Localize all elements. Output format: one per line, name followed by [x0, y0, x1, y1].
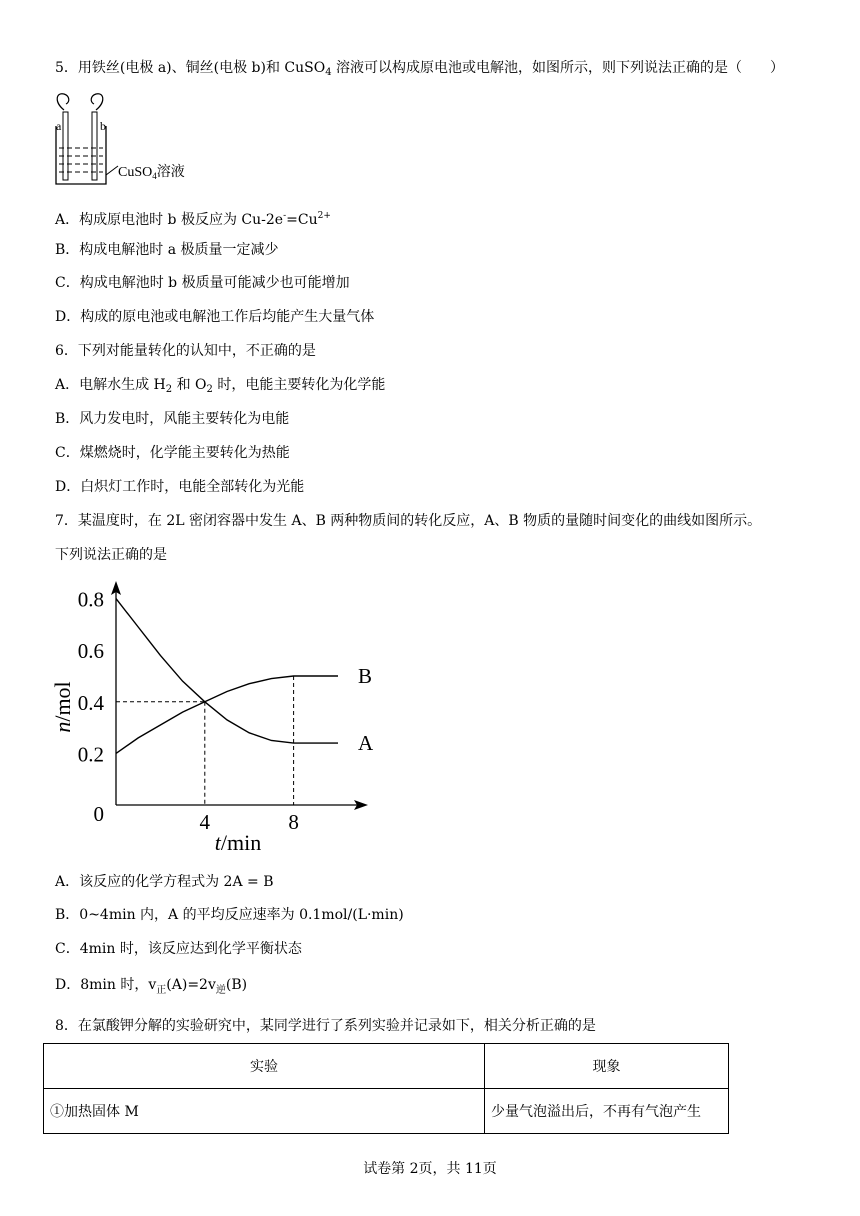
- q7-option-d: D．8min 时，$v_正(A)=2v_逆(B)$: [55, 977, 248, 996]
- label-a: a: [56, 119, 62, 133]
- q5-option-a: A．构成原电池时 b 极反应为 $Cu-2e^-=Cu^{2+}$: [55, 211, 331, 228]
- header-experiment: 实验: [44, 1044, 485, 1089]
- table-header-row: [44, 1044, 729, 1089]
- q7-option-b: B．0~4min 内，A 的平均反应速率为 0.1mol/(L·min): [55, 907, 404, 923]
- y-tick-label: 0.4: [77, 690, 104, 715]
- table-row: [44, 1089, 729, 1134]
- q6-stem: 6．下列对能量转化的认知中，不正确的是: [55, 343, 316, 359]
- series-label-B: B: [358, 664, 373, 688]
- electrolytic-cell-figure: [50, 90, 210, 190]
- q5-stem: 5．用铁丝(电极 a)、铜丝(电极 b)和 CuSO$_4$ 溶液可以构成原电池或电解池，如图所示，则下列说法正确的是（ ）: [55, 60, 785, 78]
- header-phenomenon: 现象: [485, 1044, 729, 1089]
- q5-option-d: D．构成的原电池或电解池工作后均能产生大量气体: [55, 309, 375, 325]
- series-label-A: A: [358, 731, 374, 756]
- q7-stem-line2: 下列说法正确的是: [55, 547, 167, 563]
- cell-phenomenon: 少量气泡溢出后，不再有气泡产生: [485, 1089, 729, 1134]
- q7-option-c: C．4min 时，该反应达到化学平衡状态: [55, 941, 302, 957]
- experiment-table: [43, 1043, 729, 1134]
- q8-stem: 8．在氯酸钾分解的实验研究中，某同学进行了系列实验并记录如下，相关分析正确的是: [55, 1018, 596, 1034]
- series-line-B: [116, 676, 338, 753]
- solution-label: CuSO$_4$溶液: [118, 165, 185, 181]
- x-tick-label: 4: [199, 810, 211, 834]
- q6-option-b: B．风力发电时，风能主要转化为电能: [55, 411, 290, 427]
- q5-option-c: C．构成电解池时 b 极质量可能减少也可能增加: [55, 275, 350, 291]
- y-axis-label: n/mol: [50, 681, 75, 733]
- page-footer: 试卷第 2页，共 11页: [363, 1161, 497, 1177]
- q5-option-b: B．构成电解池时 a 极质量一定减少: [55, 242, 279, 258]
- y-tick-label: 0.2: [77, 742, 104, 767]
- label-b: b: [100, 119, 106, 133]
- amount-time-chart: [50, 565, 390, 860]
- origin-label: 0: [93, 802, 104, 826]
- q7-stem-line1: 7．某温度时，在 2L 密闭容器中发生 A、B 两种物质间的转化反应，A、B 物质的量随时间变化的曲线如图所示。: [55, 513, 762, 529]
- y-tick-label: 0.6: [77, 639, 104, 664]
- q6-option-a: A．电解水生成 $H_2$ 和 $O_2$ 时，电能主要转化为化学能: [55, 377, 386, 395]
- q6-option-c: C．煤燃烧时，化学能主要转化为热能: [55, 445, 290, 461]
- cell-experiment: ①加热固体 M: [44, 1089, 485, 1134]
- series-line-A: [116, 599, 338, 744]
- x-tick-label: 8: [288, 810, 299, 834]
- x-axis-label: t/min: [214, 830, 262, 855]
- q7-option-a: A．该反应的化学方程式为 2A = B: [55, 874, 274, 890]
- q6-option-d: D．白炽灯工作时，电能全部转化为光能: [55, 479, 305, 495]
- y-tick-label: 0.8: [77, 587, 104, 612]
